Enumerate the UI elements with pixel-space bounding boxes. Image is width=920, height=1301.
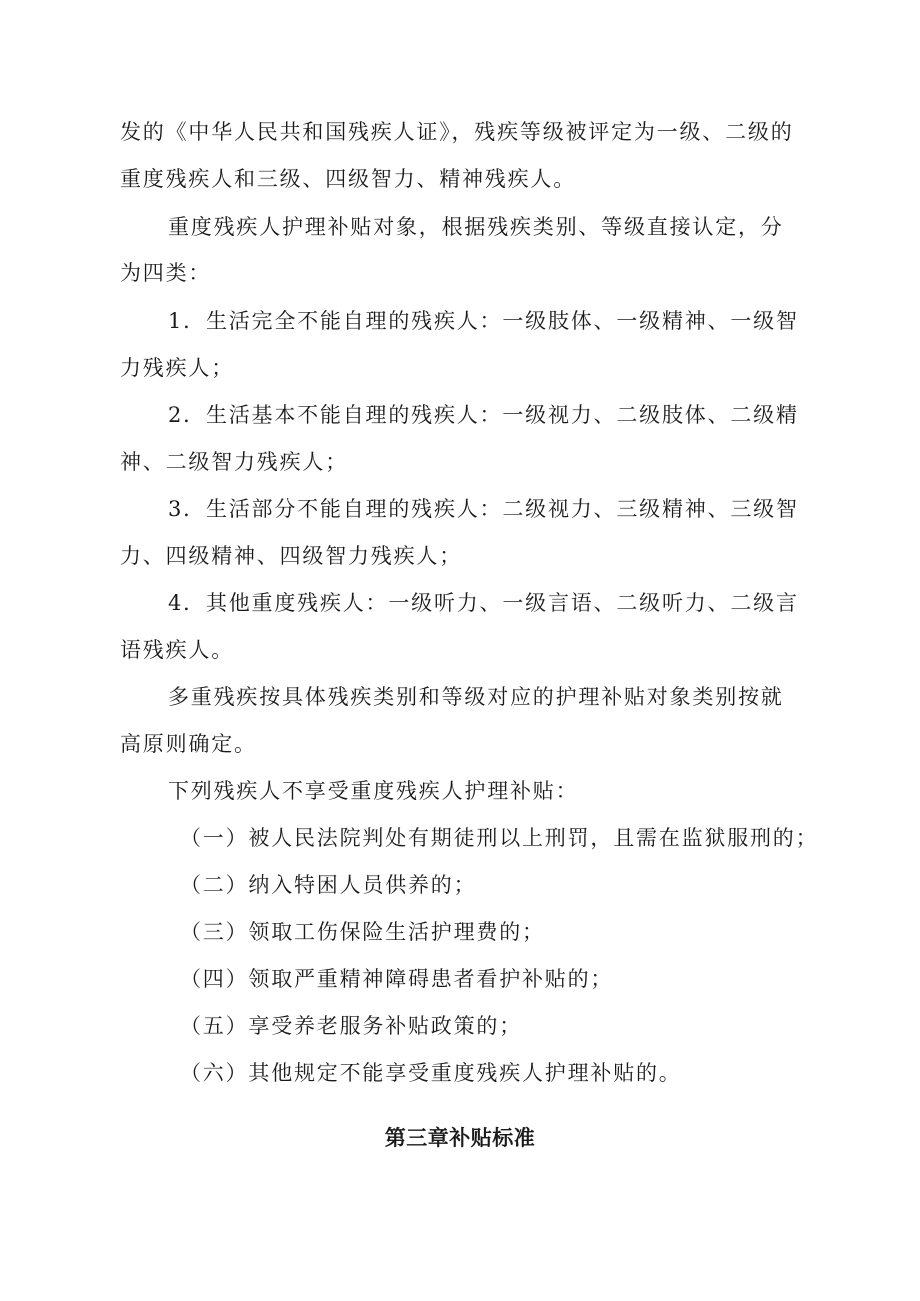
exclusion-item-1: （一）被人民法院判处有期徒刑以上刑罚，且需在监狱服刑的； [180, 826, 819, 850]
paragraph-line: 下列残疾人不享受重度残疾人护理补贴： [168, 779, 579, 803]
exclusion-item-5: （五）享受养老服务补贴政策的； [180, 1014, 522, 1038]
paragraph-line: 力、四级精神、四级智力残疾人； [120, 544, 462, 568]
category-item-3: 3．生活部分不能自理的残疾人：二级视力、三级精神、三级智 [168, 497, 799, 521]
paragraph-line: 力残疾人； [120, 356, 234, 380]
paragraph-line: 语残疾人。 [120, 638, 234, 662]
paragraph-line: 重度残疾人护理补贴对象，根据残疾类别、等级直接认定，分 [168, 215, 784, 239]
paragraph-line: 神、二级智力残疾人； [120, 450, 348, 474]
category-item-1: 1．生活完全不能自理的残疾人：一级肢体、一级精神、一级智 [168, 309, 799, 333]
exclusion-item-6: （六）其他规定不能享受重度残疾人护理补贴的。 [180, 1061, 682, 1085]
exclusion-item-4: （四）领取严重精神障碍患者看护补贴的； [180, 967, 614, 991]
category-item-4: 4．其他重度残疾人：一级听力、一级言语、二级听力、二级言 [168, 591, 799, 615]
paragraph-line: 为四类： [120, 261, 212, 285]
exclusion-item-3: （三）领取工伤保险生活护理费的； [180, 920, 545, 944]
category-item-2: 2．生活基本不能自理的残疾人：一级视力、二级肢体、二级精 [168, 403, 799, 427]
exclusion-item-2: （二）纳入特困人员供养的； [180, 873, 477, 897]
paragraph-line: 发的《中华人民共和国残疾人证》，残疾等级被评定为一级、二级的 [120, 120, 794, 144]
paragraph-line: 多重残疾按具体残疾类别和等级对应的护理补贴对象类别按就 [168, 685, 784, 709]
paragraph-line: 高原则确定。 [120, 732, 257, 756]
chapter-heading: 第三章补贴标准 [384, 1126, 536, 1150]
paragraph-line: 重度残疾人和三级、四级智力、精神残疾人。 [120, 167, 576, 191]
